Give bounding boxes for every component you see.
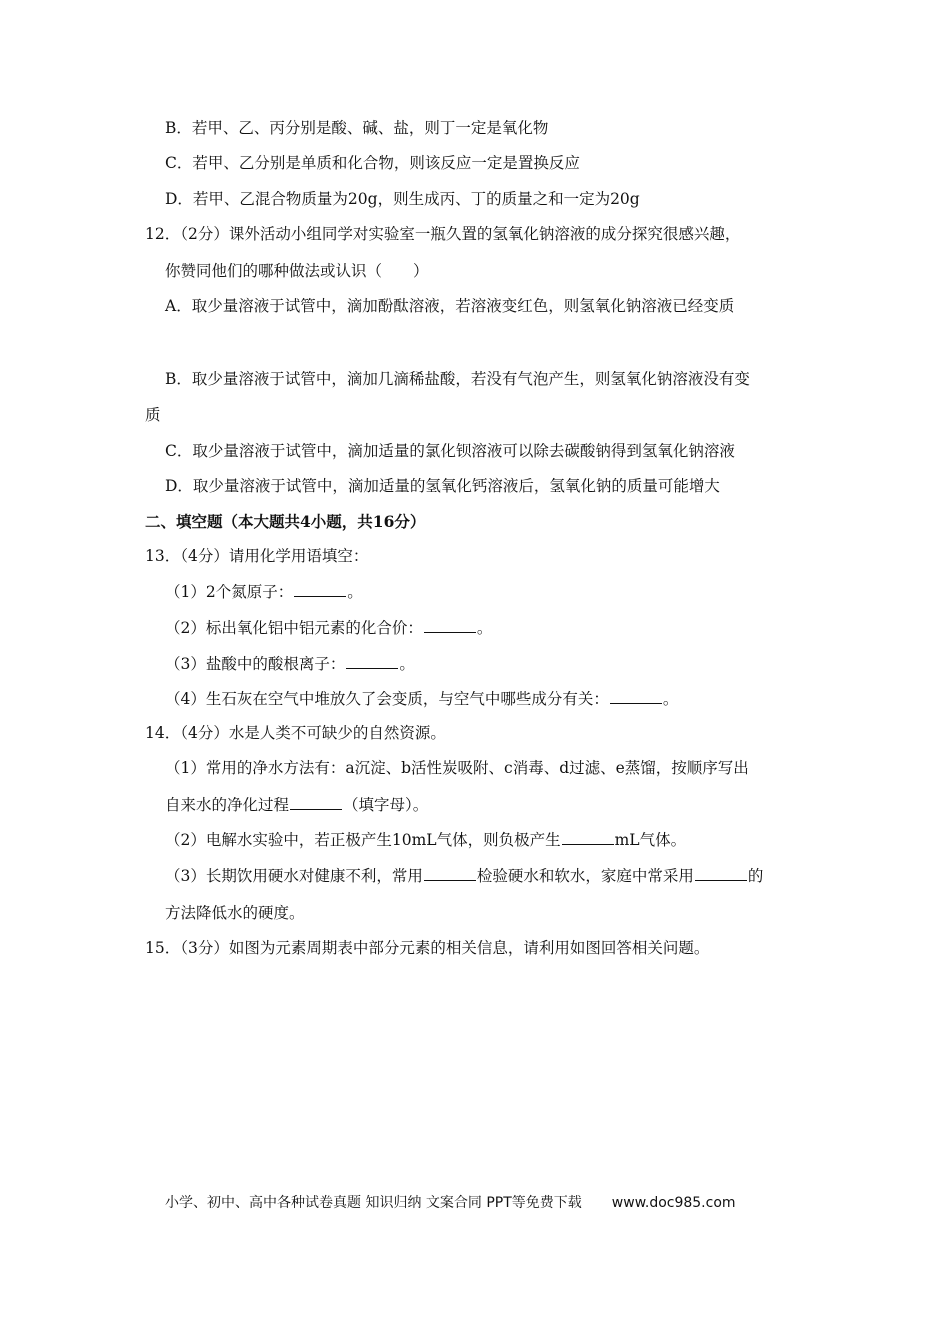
q14-part3-line1: （3）长期饮用硬水对健康不利，常用 检验硬水和软水，家庭中常采用 的	[165, 867, 764, 885]
q12-stem-line1: 12．（2分）课外活动小组同学对实验室一瓶久置的氢氧化钠溶液的成分探究很感兴趣，	[145, 225, 741, 243]
q14-part2: （2）电解水实验中，若正极产生10mL气体，则负极产生 mL气体。	[165, 831, 687, 849]
q12-stem-line2: 你赞同他们的哪种做法或认识（ ）	[165, 262, 429, 280]
q12-option-c: C．取少量溶液于试管中，滴加适量的氯化钡溶液可以除去碳酸钠得到氢氧化钠溶液	[165, 442, 735, 460]
q11-option-c: C．若甲、乙分别是单质和化合物，则该反应一定是置换反应	[165, 154, 580, 172]
q12-option-a: A．取少量溶液于试管中，滴加酚酞溶液，若溶液变红色，则氢氧化钠溶液已经变质	[165, 297, 735, 315]
q14-part1-line2: 自来水的净化过程 （填字母）。	[165, 796, 429, 814]
q11-option-d: D．若甲、乙混合物质量为20g，则生成丙、丁的质量之和一定为20g	[165, 190, 640, 208]
footer-text: 小学、初中、高中各种试卷真题 知识归纳 文案合同 PPT等免费下载	[165, 1195, 582, 1211]
q12-option-d: D．取少量溶液于试管中，滴加适量的氢氧化钙溶液后，氢氧化钠的质量可能增大	[165, 477, 720, 495]
q12-option-b-line1: B．取少量溶液于试管中，滴加几滴稀盐酸，若没有气泡产生，则氢氧化钠溶液没有变	[165, 370, 750, 388]
answer-blank	[424, 618, 476, 633]
q13-part1: （1）2个氮原子： 。	[165, 583, 363, 601]
q13-part2: （2）标出氧化铝中铝元素的化合价： 。	[165, 619, 493, 637]
answer-blank	[294, 582, 346, 597]
q13-part4: （4）生石灰在空气中堆放久了会变质，与空气中哪些成分有关： 。	[165, 690, 679, 708]
q12-option-b-line2: 质	[145, 406, 161, 424]
q14-part3-line2: 方法降低水的硬度。	[165, 904, 305, 922]
q15-stem: 15．（3分）如图为元素周期表中部分元素的相关信息，请利用如图回答相关问题。	[145, 939, 710, 957]
q11-option-b: B．若甲、乙、丙分别是酸、碱、盐，则丁一定是氧化物	[165, 119, 549, 137]
answer-blank	[562, 830, 614, 845]
q14-stem: 14．（4分）水是人类不可缺少的自然资源。	[145, 724, 446, 742]
answer-blank	[424, 866, 476, 881]
answer-blank	[610, 689, 662, 704]
q13-part3: （3）盐酸中的酸根离子： 。	[165, 655, 415, 673]
answer-blank	[290, 795, 342, 810]
answer-blank	[346, 654, 398, 669]
q13-stem: 13．（4分）请用化学用语填空：	[145, 547, 369, 565]
q14-part1-line1: （1）常用的净水方法有：a沉淀、b活性炭吸附、c消毒、d过滤、e蒸馏，按顺序写出	[165, 759, 749, 777]
footer-url[interactable]: www.doc985.com	[611, 1195, 736, 1211]
section2-heading: 二、填空题（本大题共4小题，共16分）	[145, 512, 426, 531]
answer-blank	[695, 866, 747, 881]
page-footer	[165, 1192, 736, 1212]
